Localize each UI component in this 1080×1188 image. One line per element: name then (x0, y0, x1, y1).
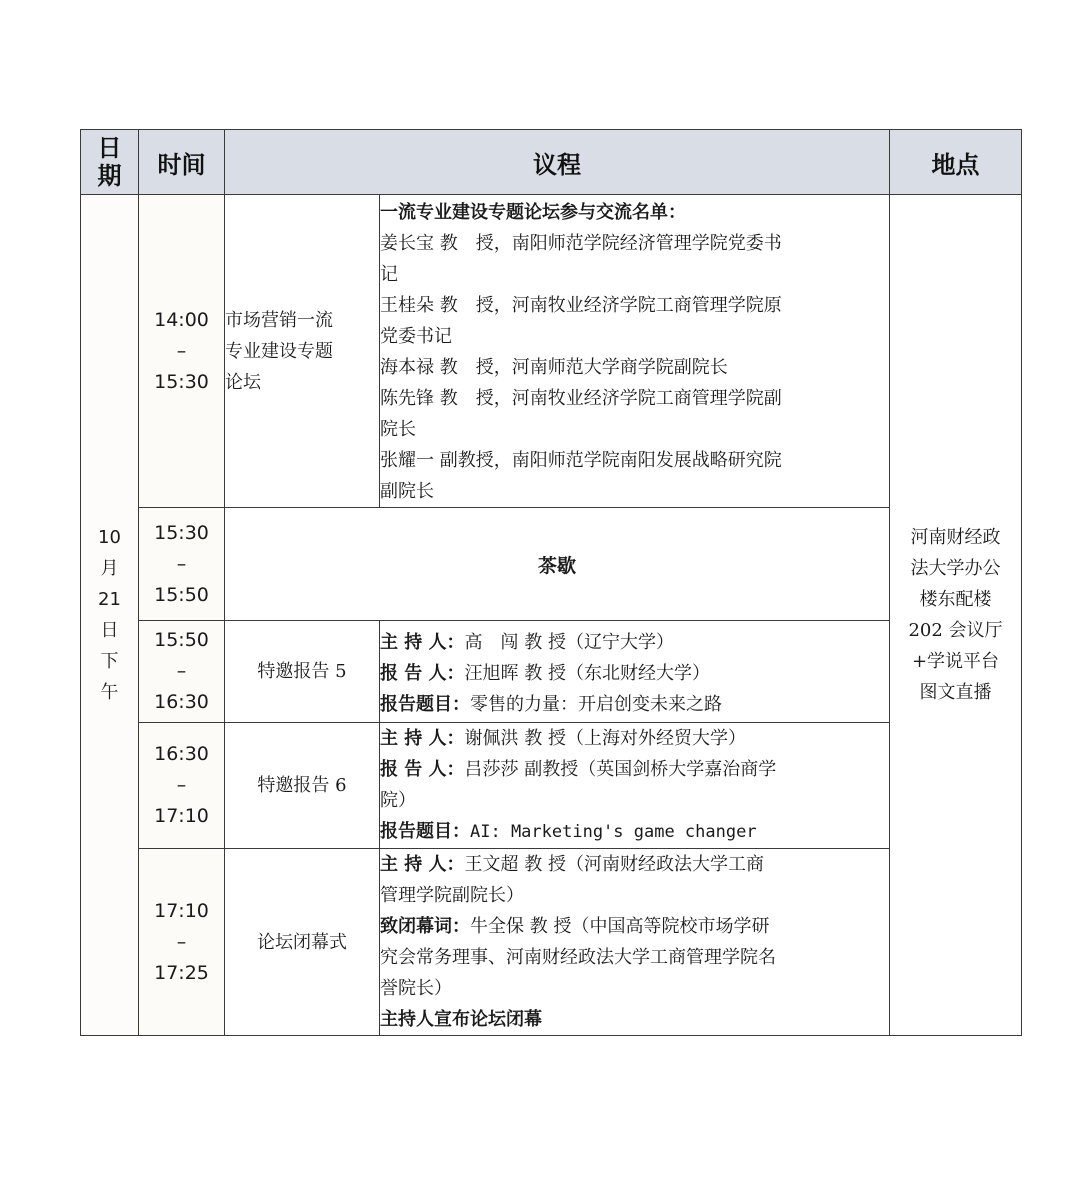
agenda-table (80, 129, 1022, 1036)
time-dash: – (176, 339, 187, 362)
time-cell (139, 195, 225, 508)
time-cell (139, 621, 225, 723)
participant-line: 陈先锋 教 授，河南牧业经济学院工商管理学院副 (380, 388, 782, 409)
closing-speech-value-cont: 誉院长） (380, 978, 452, 999)
table-row (81, 849, 1022, 1036)
time-end: 15:50 (154, 583, 209, 606)
time-dash: – (176, 774, 187, 796)
time-start: 15:50 (154, 629, 209, 651)
date-text: 10 (98, 527, 121, 548)
participant-line: 海本禄 教 授，河南师范大学商学院副院长 (380, 357, 728, 378)
time-start: 16:30 (154, 743, 209, 765)
host-value: 谢佩洪 教 授（上海对外经贸大学） (464, 728, 746, 749)
topic-label: 报告题目： (380, 694, 470, 715)
topic-value: 零售的力量：开启创变未来之路 (470, 694, 722, 715)
table-row (81, 195, 1022, 508)
location-cell (890, 195, 1022, 1036)
time-cell (139, 508, 225, 621)
location-line: +学说平台 (911, 651, 1000, 672)
time-start: 17:10 (154, 899, 209, 922)
closing-speech-value-cont: 究会常务理事、河南财经政法大学工商管理学院名 (380, 947, 776, 968)
location-line: 图文直播 (919, 682, 992, 703)
header-date-char: 日 (97, 134, 122, 162)
time-start: 15:30 (154, 521, 209, 544)
time-dash: – (176, 660, 187, 682)
session-detail (380, 723, 890, 849)
closing-speech-label: 致闭幕词： (380, 916, 470, 937)
subject-line: 专业建设专题 (225, 340, 333, 362)
location-line: 202 会议厅 (908, 620, 1003, 641)
host-value-cont: 管理学院副院长） (380, 885, 524, 906)
speaker-label: 报 告 人： (380, 759, 465, 780)
location-line: 楼东配楼 (919, 589, 992, 610)
date-cell (81, 195, 139, 1036)
session-detail (380, 849, 890, 1036)
participant-line: 党委书记 (380, 326, 452, 347)
time-end: 17:10 (154, 805, 209, 827)
topic-value: AI: Marketing's game changer (470, 822, 757, 842)
time-dash: – (176, 930, 187, 953)
closing-speech-value: 牛全保 教 授（中国高等院校市场学研 (470, 916, 770, 937)
participant-line: 副院长 (380, 481, 434, 502)
header-time: 时间 (139, 130, 225, 195)
tea-break: 茶歇 (225, 508, 890, 621)
location-line: 法大学办公 (910, 558, 1001, 579)
time-cell (139, 849, 225, 1036)
speaker-label: 报 告 人： (380, 663, 465, 684)
time-cell (139, 723, 225, 849)
speaker-value: 汪旭晖 教 授（东北财经大学） (464, 663, 710, 684)
host-label: 主 持 人： (380, 854, 465, 875)
table-row (81, 723, 1022, 849)
subject-line: 市场营销一流 (225, 309, 333, 331)
date-text: 午 (100, 682, 119, 703)
session-subject: 特邀报告 6 (225, 723, 380, 849)
session-detail (380, 621, 890, 723)
host-label: 主 持 人： (380, 632, 465, 653)
participant-list-title: 一流专业建设专题论坛参与交流名单： (380, 202, 686, 223)
participant-line: 记 (380, 264, 398, 285)
topic-label: 报告题目： (380, 821, 470, 842)
header-agenda: 议程 (225, 130, 890, 195)
closing-announcement: 主持人宣布论坛闭幕 (380, 1009, 542, 1030)
header-date (81, 130, 139, 195)
header-date-char: 期 (97, 162, 122, 190)
table-row (81, 508, 1022, 621)
session-detail (380, 195, 890, 508)
time-end: 15:30 (154, 370, 209, 393)
date-text: 日 (100, 620, 119, 641)
date-text: 月 (100, 558, 119, 579)
session-subject: 特邀报告 5 (225, 621, 380, 723)
participant-line: 张耀一 副教授，南阳师范学院南阳发展战略研究院 (380, 450, 782, 471)
participant-line: 王桂朵 教 授，河南牧业经济学院工商管理学院原 (380, 295, 782, 316)
session-subject (225, 195, 380, 508)
location-line: 河南财经政 (910, 527, 1001, 548)
host-value: 王文超 教 授（河南财经政法大学工商 (464, 854, 764, 875)
time-dash: – (176, 552, 187, 575)
header-location: 地点 (890, 130, 1022, 195)
host-value: 高 闯 教 授（辽宁大学） (464, 632, 674, 653)
time-start: 14:00 (154, 308, 209, 331)
time-end: 17:25 (154, 961, 209, 984)
date-text: 21 (98, 589, 121, 610)
speaker-value: 吕莎莎 副教授（英国剑桥大学嘉治商学 (464, 759, 777, 780)
date-text: 下 (100, 651, 119, 672)
subject-line: 论坛 (225, 371, 261, 393)
table-row (81, 621, 1022, 723)
host-label: 主 持 人： (380, 728, 465, 749)
participant-line: 姜长宝 教 授，南阳师范学院经济管理学院党委书 (380, 233, 782, 254)
header-row (81, 130, 1022, 195)
speaker-value-cont: 院） (380, 790, 416, 811)
participant-line: 院长 (380, 419, 416, 440)
time-end: 16:30 (154, 691, 209, 713)
session-subject: 论坛闭幕式 (225, 849, 380, 1036)
